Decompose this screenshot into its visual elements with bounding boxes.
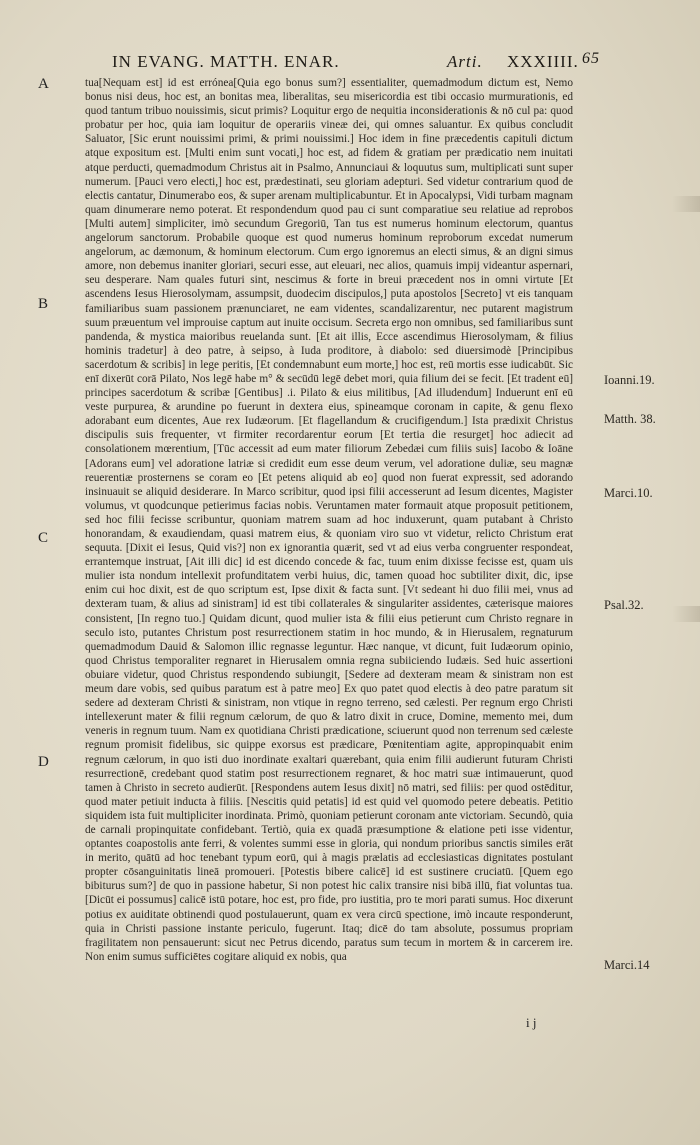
header-arti: Arti. bbox=[447, 52, 483, 71]
section-letter-d: D bbox=[38, 754, 49, 770]
bleed-through-mark bbox=[672, 606, 700, 622]
signature-mark: i j bbox=[526, 1015, 537, 1030]
margin-ref-matth: Matth. 38. bbox=[604, 412, 656, 426]
margin-ref-marci-10: Marci.10. bbox=[604, 486, 653, 500]
running-header bbox=[112, 52, 612, 76]
bleed-through-mark bbox=[672, 196, 700, 212]
margin-ref-marci-14: Marci.14 bbox=[604, 958, 650, 972]
page-number: 65 bbox=[582, 50, 600, 67]
header-title: IN EVANG. MATTH. ENAR. bbox=[112, 52, 340, 71]
section-letter-b: B bbox=[38, 296, 49, 312]
section-letter-c: C bbox=[38, 530, 49, 546]
commentary-column bbox=[85, 76, 573, 964]
header-article-number: XXXIIII. bbox=[507, 52, 579, 71]
commentary-text: tua[Nequam est] id est errónea[Quia ego bonus sum?] essentialiter, quemadmodum dictum est, Nemo bonus nisi deus, hoc est, an bonitas mea, liberalitas, seu misericordia est tibi occasio murmurationis, ed quod tantum tribuo nouissimis, sicut primis? Loquitur ergo de nequitia inconsiderationis & nō cul pa: quod probatur per hoc, quia iam loquitur de operariis vineæ dei, qui omnes saluantur. Ex quibus concludit Saluator, [Sic erunt nouissimi primi, & primi nouissimi.] Hoc idem in fine præcedentis capituli dictum atque expositum est. [Multi enim sunt vocati,] hoc est, ad fidem & gratiam per prædicatio nem inuitati atque perducti, quemadmodum Christus ait in Psalmo, Annunciaui & loquutus sum, multiplicati sunt super numerum. [Pauci vero electi,] hoc est, prædestinati, seu gloriam adepturi. Sed videtur contrarium quod de electis cantatur, Dinumerabo eos, & super arenam multiplicabuntur. Et in Apocalypsi, Vidi turbam magnam quam dinumerare nemo poterat. Et respondendum quod pau ci sunt comparatiue seu relatiue ad reprobos [Multi autem] simpliciter, imò secundum Gregoriū, Tan tus est numerus hominum electorum, quantus angelorum sanctorum. Probabile quoque est quod numerus hominum reproborum excedat numerum angelorum, ac dæmonum, & hominum electorum. Cum ergo ignoremus an electi simus, & an digni simus amore, non debemus inaniter gloriari, securi esse, aut eleuari, nec alios, quamuis impij videantur aspernari, seu desperare. Nam quales futuri sint, nescimus & forte in breui præcedent nos in omni virtute [Et ascendens Iesus Hierosolymam, assumpsit, duodecim discipulos,] puta apostolos [Secreto] vt eis tanquam familiaribus suam passionem prænunciaret, ne eam videntes, scandalizarentur, nec putarent magistrum suum præuentum vel improuise captum aut inuite occisum. Secreta ergo non omnibus, sed familiaribus sunt pandenda, & mystica maioribus reuelanda sunt. [Et ait illis, Ecce ascendimus Hierosolymam, & filius hominis tradetur] à deo patre, à seipso, à Iuda proditore, à diabolo: sed diuersimodè [Principibus sacerdotum & scribis] in lege peritis, [Et condemnabunt eum morte,] hoc est, reū mortis esse iudicabūt. Sic enī dixerūt corā Pilato, Nos legē habe m° & secūdū legē debet mori, quia filium dei se fecit. [Et tradent eū] principes sacerdotum & scribæ [Gentibus] .i. Pilato & eius militibus, [Ad illudendum] Induerunt enī eū veste purpurea, & arundine po fuerunt in dextera eius, spineamque coronam in capite, & genu flexo adorabant eum dicentes, Aue rex Iudæorum. [Et flagellandum & crucifigendum.] Ista prædixit Christus discipulis suis frequenter, vt firmiter recordarentur eorum [Et tertia die resurget] hoc adiecit ad consolationem mœrentium, [Tūc accessit ad eum mater filiorum Zebedæi cum filiis suis] Iacobo & Ioāne [Adorans eum] vel adoratione latriæ si credidit eum esse deum verum, vel adoratione duliæ, seu magnæ reuerentiæ prosternens se coram eo [Et petens aliquid ab eo] quod non fuerat expressit, sed adorando insinuauit se aliquid desiderare. In Marco scribitur, quod ipsi filii accesserunt ad Iesum dicentes, Magister volumus, vt quodcunque petierimus facias nobis. Veruntamen mater formauit atque proposuit petitionem, sed hoc filii fecisse scribuntur, quoniam matrem suam ad hoc induxerunt, quam putabant à Christo honorandam, & exaudiendam, quasi matrem eius, & quoniam viro suo vt videtur, relicto Christum erat sequuta. [Dixit ei Iesus, Quid vis?] non ex ignorantia quærit, sed vt ad eius verba congruenter respondeat, errantemque instruat, [Ait illi dic] id est dicendo concede & fac, tuum enim dixisse fecisse est, quam uis mulier ista nondum intellexit profunditatem verbi huius, dic, tamen quoad hoc subtiliter dixit, dic, ipse enim cui hoc dixit, est de quo scriptum est, Ipse dixit & facta sunt. [Vt sedeant hi duo filii mei, vnus ad dexteram tuam, & alius ad sinistram] id est tibi collaterales & singulariter assidentes, cæterisque maiores consistent, [In regno tuo.] Quidam dicunt, quod mulier ista & filii eius petierunt cum Christo regnare in seculo isto, putantes Christum post resurrectionem statim in hoc mundo, & in Hierusalem, regnaturum quemadmodum Dauid & Salomon illic regnasse leguntur. Hæc nanque, vt dicunt, fuit Iudæorum opinio, quod Christus temporaliter regnaret in Hierusalem omnia regna subiiciendo Iudæis. Sed huic assertioni obuiare videtur, quod Christus respondendo subiungit, [Sedere ad dexteram meam & sinistram non est meum dare vobis, sed quibus paratum est à patre meo] Ex quo patet quod electis à deo patre paratum sit sedere ad dexteram Christi & sinistram, non vtique in regno terreno, sed cælesti. Per regnum ergo Christi intellexerunt mater & filii regnum cælorum, de quo & latro dixit in cruce, Domine, memento mei, dum veneris in regnum tuum. Nam ex quotidiana Christi prædicatione, sciuerunt quod non terrenum sed cæleste regnum promisit fidelibus, sic quippe exorsus est prædicare, Pœnitentiam agite, appropinquabit enim regnum cælorum, in quo isti duo inordinate exaltari quærebant, quia enim filii audierunt futuram Christi resurrectionē, credebant quod statim post resurrectionem regnaret, & hoc matri suæ intimauerunt, quod tamen à Christo in secreto audierūt. [Respondens autem Iesus dixit] nō matri, sed filiis: per quod ostēditur, quod mater petiuit inducta à filiis. [Nescitis quid petatis] id est quid vel quomodo petere debeatis. Petitio siquidem ista fuit multipliciter inordinata. Primò, quoniam petierunt coronam ante victoriam. Secundò, quia de carnali propinquitate confidebant. Tertiò, quia ex quadā præsumptione & elatione peti isse videntur, optantes coapostolis ante ferri, & volentes summi esse in gloria, qui nondum prioribus sanctis similes erāt in merito, quātū ad hoc tenebant typum eorū, qui à magis prælatis ad ecclesiasticas dignitates postulant propter cōsanguinitatis lineā promoueri. [Potestis bibere calicē] id est sustinere cruciatū. [Quem ego bibiturus sum?] de quo in passione habetur, Si non potest hic calix transire nisi bibā illū, fiat voluntas tua. [Dicūt ei possumus] calicē istū potare, hoc est, pro fide, pro iustitia, pro te mori parati sumus. Hoc dixerunt potius ex auiditate obtinendi quod postulauerunt, quam ex vera circū spectione, imò incaute responderunt, quia in Christi passione instante periculo, fugerunt. Itaq; dicē do tam absolute, possumus propriam fragilitatem non pensauerunt: sicut nec Petrus dicendo, paratus sum tecum in mortem & in carcerem ire. Non enim sumus sufficiētes cogitare aliquid ex nobis, qua bbox=[85, 77, 573, 963]
margin-ref-psal: Psal.32. bbox=[604, 598, 644, 612]
section-letter-a: A bbox=[38, 76, 49, 92]
margin-ref-ioanni: Ioanni.19. bbox=[604, 373, 655, 387]
